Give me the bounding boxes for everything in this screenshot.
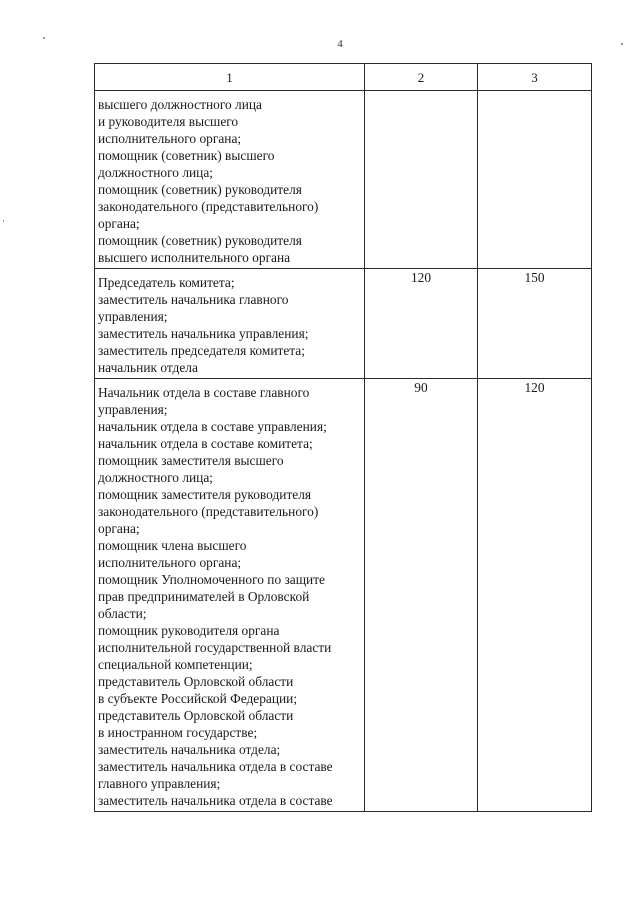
page-number: 4 — [337, 38, 343, 50]
position-line: и руководителя высшего — [98, 114, 239, 129]
header-col-3: 3 — [478, 64, 592, 91]
table-row — [95, 269, 592, 379]
position-line: начальник отдела в составе управления; — [98, 419, 327, 434]
position-line: главного управления; — [98, 776, 221, 791]
position-line: заместитель начальника отдела в составе — [98, 759, 333, 774]
position-line: Начальник отдела в составе главного — [98, 385, 310, 400]
position-line: специальной компетенции; — [98, 657, 253, 672]
position-cell — [95, 379, 365, 812]
position-line: заместитель начальника управления; — [98, 326, 309, 341]
scan-speck — [43, 37, 45, 39]
header-col-2: 2 — [365, 64, 478, 91]
position-line: в субъекте Российской Федерации; — [98, 691, 298, 706]
positions-table — [94, 63, 592, 812]
table-row — [95, 91, 592, 269]
value-cell-col-2 — [365, 269, 478, 379]
position-line: помощник заместителя руководителя — [98, 487, 312, 502]
scan-speck — [621, 43, 623, 45]
position-line: помощник (советник) руководителя — [98, 233, 302, 248]
position-line: исполнительного органа; — [98, 131, 242, 146]
position-line: управления; — [98, 309, 168, 324]
position-line: высшего исполнительного органа — [98, 250, 291, 265]
position-line: помощник члена высшего — [98, 538, 247, 553]
position-line: органа; — [98, 521, 140, 536]
value-cell-col-2 — [365, 379, 478, 812]
value-cell-col-3 — [478, 269, 592, 379]
position-line: прав предпринимателей в Орловской — [98, 589, 310, 604]
scan-speck — [3, 220, 4, 222]
position-line: помощник (советник) руководителя — [98, 182, 302, 197]
table-row — [95, 379, 592, 812]
value-col-3: 120 — [524, 380, 545, 395]
position-line: управления; — [98, 402, 168, 417]
position-line: заместитель начальника главного — [98, 292, 289, 307]
position-line: заместитель председателя комитета; — [98, 343, 305, 358]
position-line: помощник Уполномоченного по защите — [98, 572, 325, 587]
header-col-1: 1 — [95, 64, 365, 91]
position-line: представитель Орловской области — [98, 674, 294, 689]
value-col-2: 120 — [410, 270, 432, 285]
position-line: помощник заместителя высшего — [98, 453, 284, 468]
position-line: заместитель начальника отдела; — [98, 742, 281, 757]
position-list — [95, 91, 364, 268]
position-line: высшего должностного лица — [98, 97, 262, 112]
position-line: органа; — [98, 216, 140, 231]
value-col-2: 90 — [414, 380, 428, 395]
position-list — [95, 269, 364, 378]
value-col-3: 150 — [524, 270, 545, 285]
value-cell-col-3 — [478, 91, 592, 269]
position-line: представитель Орловской области — [98, 708, 294, 723]
position-line: Председатель комитета; — [98, 275, 235, 290]
value-cell-col-3 — [478, 379, 592, 812]
position-line: заместитель начальника отдела в составе — [98, 793, 333, 808]
position-line: в иностранном государстве; — [98, 725, 258, 740]
position-line: исполнительной государственной власти — [98, 640, 332, 655]
table-header-row — [95, 64, 592, 91]
position-line: помощник (советник) высшего — [98, 148, 275, 163]
position-line: законодательного (представительного) — [98, 199, 319, 214]
position-line: помощник руководителя органа — [98, 623, 280, 638]
position-line: законодательного (представительного) — [98, 504, 319, 519]
position-cell — [95, 269, 365, 379]
position-line: начальник отдела в составе комитета; — [98, 436, 313, 451]
position-list — [95, 379, 364, 811]
position-line: начальник отдела — [98, 360, 198, 375]
position-line: области; — [98, 606, 147, 621]
position-cell — [95, 91, 365, 269]
position-line: должностного лица; — [98, 470, 213, 485]
position-line: должностного лица; — [98, 165, 213, 180]
position-line: исполнительного органа; — [98, 555, 242, 570]
value-cell-col-2 — [365, 91, 478, 269]
